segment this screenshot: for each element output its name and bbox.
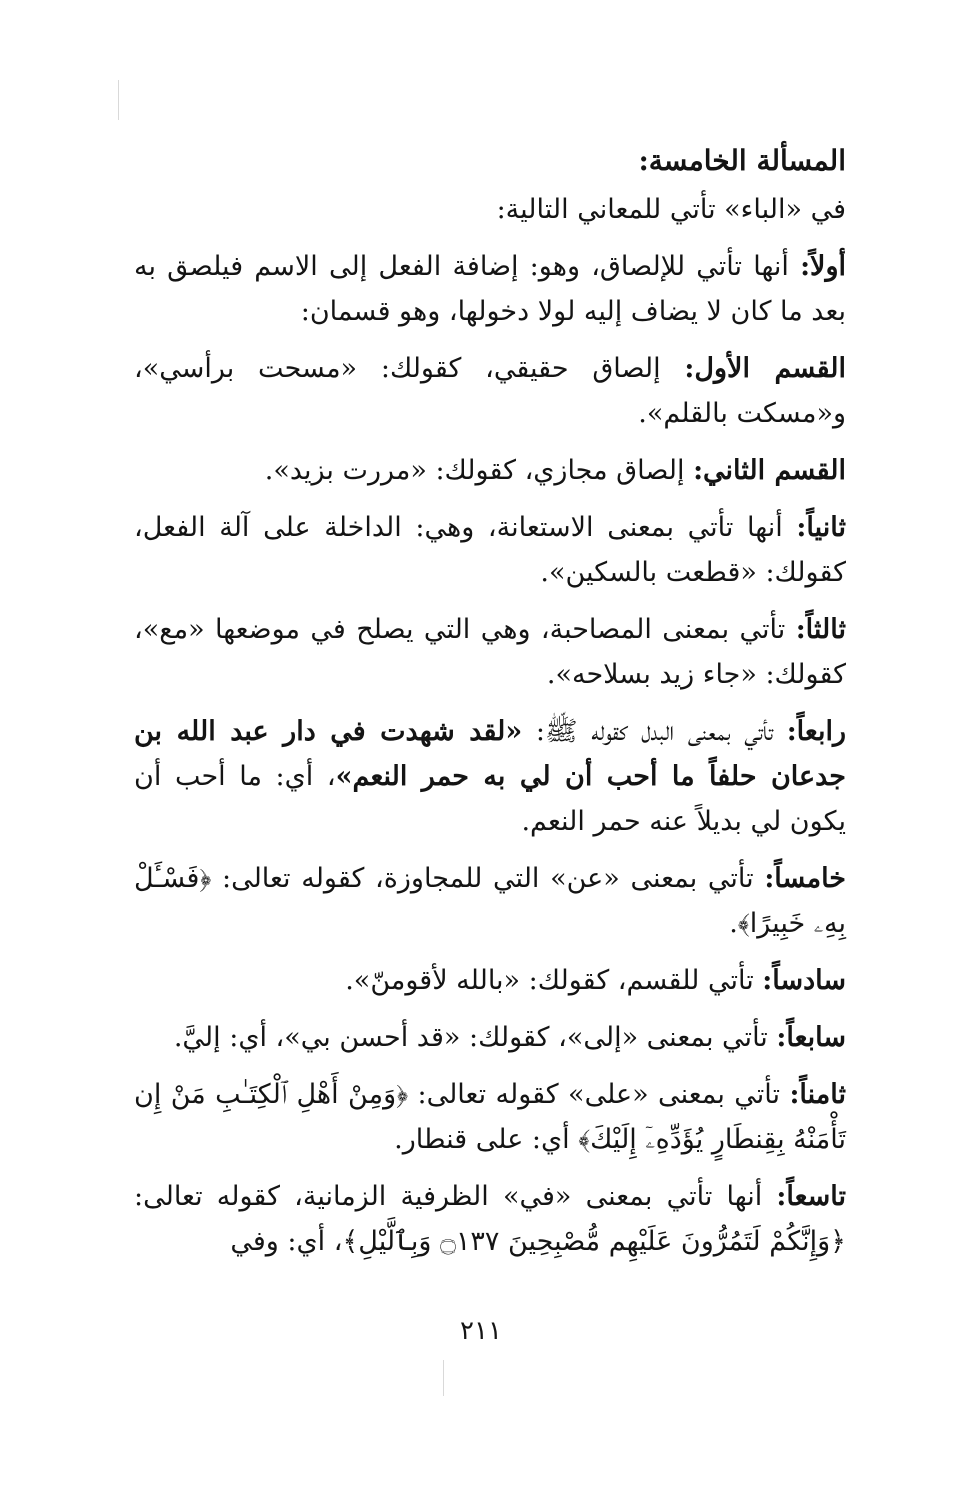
item-text: إلصاق مجازي، كقولك: «مررت بزيد». (264, 455, 694, 486)
hadith-quote: «لقد شهدت في دار عبد الله بن جدعان حلفاً ما أحب أن لي به حمر النعم» (134, 716, 846, 792)
item-label: أولاً: (800, 251, 846, 282)
item-label: خامساً: (764, 863, 846, 894)
paragraph-part-two (134, 448, 846, 493)
item-label: ثامناً: (789, 1079, 846, 1110)
page-number: ٢١١ (460, 1316, 502, 1346)
item-label: سابعاً: (776, 1022, 846, 1053)
item-text: تأتي بمعنى المصاحبة، وهي التي يصلح في موضعها «مع»، كقولك: «جاء زيد بسلاحه». (134, 614, 846, 690)
paragraph-first (134, 244, 846, 334)
paragraph-seventh (134, 1015, 846, 1060)
item-text: ، أي: ما أحب أن يكون لي بديلاً عنه حمر النعم. (134, 761, 846, 837)
item-text: تأتي بمعنى «إلى»، كقولك: «قد أحسن بي»، أي: إليَّ. (173, 1022, 777, 1053)
item-text: أنها تأتي بمعنى الاستعانة، وهي: الداخلة على آلة الفعل، كقولك: «قطعت بالسكين». (134, 512, 846, 588)
paragraph-sixth (134, 958, 846, 1003)
paragraph-eighth (134, 1072, 846, 1162)
item-text: تأتي بمعنى «على» كقوله تعالى: ﴿وَمِنْ أَهْلِ ٱلْكِتَـٰبِ مَنْ إِن تَأْمَنْهُ بِقِنطَارٍ يُؤَدِّهِۦٓ إِلَيْكَ﴾ أي: على قنطار. (134, 1079, 846, 1155)
intro-paragraph: في «الباء» تأتي للمعاني التالية: (496, 194, 846, 225)
page-body (134, 138, 846, 1276)
item-label: ثانياً: (796, 512, 846, 543)
scan-artifact-line (443, 1360, 444, 1396)
item-text: تأتي بمعنى البدل كقوله ﷺ: (522, 716, 787, 747)
item-label: القسم الأول: (684, 353, 846, 384)
item-text: إلصاق حقيقي، كقولك: «مسحت برأسي»، و«مسكت بالقلم». (134, 353, 846, 429)
section-heading: المسألة الخامسة: (638, 144, 846, 177)
item-label: القسم الثاني: (693, 455, 846, 486)
item-text: أنها تأتي بمعنى «في» الظرفية الزمانية، كقوله تعالى: ﴿وَإِنَّكُمْ لَتَمُرُّونَ عَلَيْهِم مُّصْبِحِينَ ۝١٣٧ وَبِٱلَّيْلِ﴾، أي: وفي (134, 1181, 846, 1257)
paragraph-fourth (134, 709, 846, 844)
item-label: ثالثاً: (795, 614, 846, 645)
paragraph-part-one (134, 346, 846, 436)
item-label: رابعاً: (786, 716, 846, 747)
scan-artifact-line (118, 80, 119, 120)
item-text: تأتي بمعنى «عن» التي للمجاوزة، كقوله تعالى: ﴿فَسْـَٔلْ بِهِۦ خَبِيرًا﴾. (134, 863, 846, 939)
item-label: تاسعاً: (776, 1181, 846, 1212)
paragraph-second (134, 505, 846, 595)
item-text: تأتي للقسم، كقولك: «بالله لأقومنّ». (345, 965, 763, 996)
paragraph-third (134, 607, 846, 697)
paragraph-fifth (134, 856, 846, 946)
paragraph-ninth (134, 1174, 846, 1264)
item-text: أنها تأتي للإلصاق، وهو: إضافة الفعل إلى الاسم فيلصق به بعد ما كان لا يضاف إليه لولا دخولها، وهو قسمان: (134, 251, 846, 327)
item-label: سادساً: (762, 965, 846, 996)
